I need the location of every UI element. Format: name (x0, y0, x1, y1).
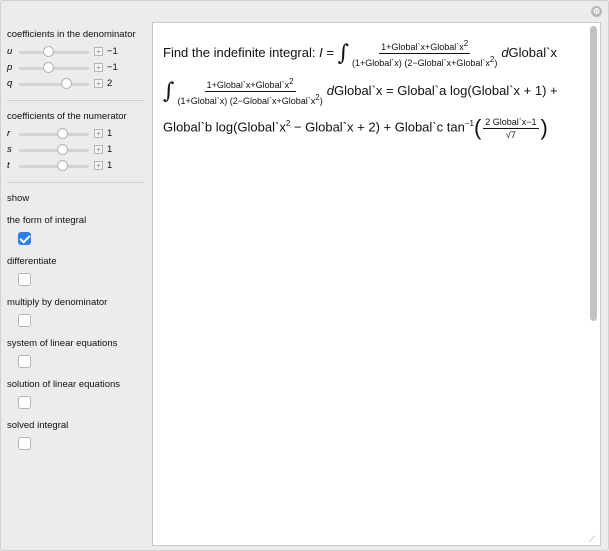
fraction: $\frac{1+Global`x+Global`x^2}{(1+Global`x) (2-Global`x+Global`x^2)}$ (352, 39, 498, 68)
slider-var: s (7, 144, 12, 155)
slider-track[interactable] (19, 67, 89, 70)
scrollbar[interactable] (590, 26, 597, 321)
slider-thumb[interactable] (43, 46, 54, 57)
slider-thumb[interactable] (43, 62, 54, 73)
option-label: differentiate (7, 256, 57, 267)
checkbox-solution-of-linear-equations[interactable] (18, 396, 31, 409)
rhs-part-1: = Global`a log(Global`x + 1) + (382, 82, 558, 98)
show-label: show (7, 193, 30, 204)
checkbox-form-of-integral[interactable] (18, 232, 31, 245)
slider-track[interactable] (19, 133, 89, 136)
dx: Global`x (333, 82, 383, 98)
slider-var: u (7, 46, 13, 57)
numerator-text: 1+Global`x+Global`x (206, 80, 290, 90)
math-line-1: Find the indefinite integral: I = ∫ $\frac{1+Global`x+Global`x^2}{(1+Global`x) (2-Global`x+Global`x^2)}$ dGlobal`x (163, 39, 557, 68)
numerator-text: 1+Global`x+Global`x (381, 42, 464, 52)
slider-track[interactable] (19, 83, 89, 86)
prompt-text: Find the indefinite integral: (163, 44, 320, 60)
numerator-title: coefficients of the numerator (7, 111, 127, 122)
option-label: multiply by denominator (7, 297, 108, 308)
slider-value: 1 (107, 144, 113, 155)
close-icon[interactable]: ⊕ (592, 6, 601, 16)
slider-value: 1 (107, 128, 113, 139)
divider (7, 182, 144, 183)
expand-icon[interactable]: + (94, 129, 103, 138)
resize-handle-icon[interactable]: ⟋ (589, 534, 596, 544)
slider-var: r (7, 128, 11, 139)
slider-r[interactable] (7, 126, 147, 142)
checkbox-system-of-linear-equations[interactable] (18, 355, 31, 368)
slider-value: −1 (107, 62, 118, 73)
slider-track[interactable] (19, 149, 89, 152)
slider-var: q (7, 78, 13, 89)
slider-var: p (7, 62, 13, 73)
integral-icon: ∫ (163, 79, 175, 104)
option-label: the form of integral (7, 215, 87, 226)
atan-num: 2 Global`x−1 (485, 116, 537, 127)
expand-icon[interactable]: + (94, 79, 103, 88)
math-line-2: ∫ $\frac{1+Global`x+Global`x^2}{(1+Global`x) (2-Global`x+Global`x^2)}$ dGlobal`x = Global`a log(Global`x + 1) + (163, 77, 558, 106)
slider-value: −1 (107, 46, 118, 57)
slider-thumb[interactable] (57, 128, 68, 139)
slider-value: 1 (107, 160, 113, 171)
option-label: solution of linear equations (7, 379, 121, 390)
option-label: system of linear equations (7, 338, 118, 349)
slider-t[interactable] (7, 158, 147, 174)
den-a: (1+Global`x) (352, 58, 402, 68)
integral-symbol-I: I (319, 44, 323, 60)
atan-fraction (483, 117, 538, 140)
den-b: 2−Global`x+Global`x (407, 58, 490, 68)
slider-thumb[interactable] (61, 78, 72, 89)
dx: Global`x (508, 44, 557, 60)
slider-s[interactable] (7, 142, 147, 158)
slider-thumb[interactable] (57, 160, 68, 171)
rhs-part-2: Global`b log(Global`x (163, 119, 286, 135)
slider-track[interactable] (19, 51, 89, 54)
integral-icon: ∫ (337, 41, 350, 66)
slider-track[interactable] (19, 165, 89, 168)
expand-icon[interactable]: + (94, 145, 103, 154)
math-line-3: Global`b $\log(Global`x^2$ − Global`x + 2) + Global`c $\tan^{-1}$( $\frac{\text{2 Global`x−1}}{√7}$ ) (163, 115, 548, 140)
slider-thumb[interactable] (57, 144, 68, 155)
checkbox-solved-integral[interactable] (18, 437, 31, 450)
fraction: $\frac{1+Global`x+Global`x^2}{(1+Global`x) (2-Global`x+Global`x^2)}$ (177, 77, 323, 106)
slider-var: t (7, 160, 10, 171)
expand-icon[interactable]: + (94, 63, 103, 72)
den-a: (1+Global`x) (177, 96, 228, 106)
slider-q[interactable] (7, 76, 147, 92)
output-pane (152, 22, 601, 546)
slider-value: 2 (107, 78, 113, 89)
den-b: 2−Global`x+Global`x (232, 96, 316, 106)
checkbox-differentiate[interactable] (18, 273, 31, 286)
option-label: solved integral (7, 420, 69, 431)
rhs-part-3: − Global`x + 2) + Global`c tan (290, 119, 465, 135)
expand-icon[interactable]: + (94, 161, 103, 170)
expand-icon[interactable]: + (94, 47, 103, 56)
control-panel (7, 29, 147, 450)
slider-u[interactable] (7, 44, 147, 60)
divider (7, 100, 144, 101)
atan-den: √7 (505, 129, 516, 140)
denominator-title: coefficients in the denominator (7, 29, 136, 40)
checkbox-multiply-by-denominator[interactable] (18, 314, 31, 327)
equals: = (322, 44, 338, 60)
slider-p[interactable] (7, 60, 147, 76)
